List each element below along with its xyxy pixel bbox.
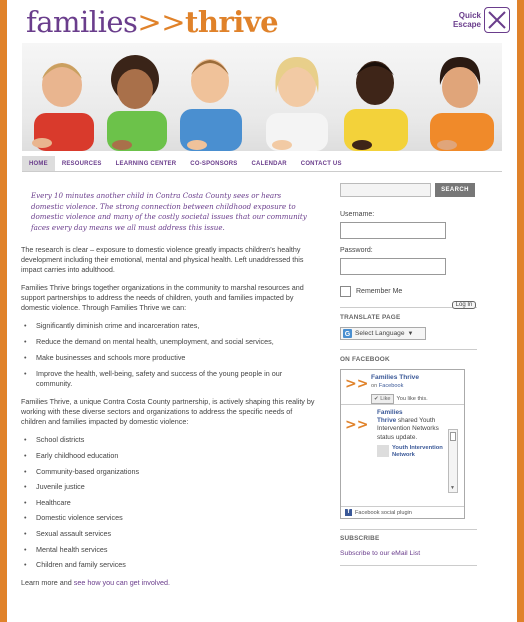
- divider: [340, 529, 477, 530]
- list-item: • School districts: [21, 435, 318, 445]
- list-item: • Significantly diminish crime and incarceration rates,: [21, 321, 318, 331]
- password-label: Password:: [340, 247, 373, 254]
- fb-facebook-link[interactable]: Facebook: [378, 383, 404, 389]
- divider: [340, 565, 477, 566]
- sidebar: [340, 183, 477, 566]
- subscribe-heading: SUBSCRIBE: [340, 535, 380, 542]
- fb-post-text: shared Youth Intervention Networks status update.: [377, 417, 439, 441]
- fb-on-label: on: [371, 383, 378, 389]
- list-item: • Early childhood education: [21, 451, 318, 461]
- fb-shared-name[interactable]: Youth Intervention Network: [392, 444, 443, 458]
- facebook-heading: ON FACEBOOK: [340, 356, 390, 363]
- child-figure: [107, 55, 167, 151]
- list-item: • Juvenile justice: [21, 482, 318, 492]
- fb-plugin-footer: [345, 509, 412, 516]
- password-field[interactable]: [340, 258, 446, 275]
- list-item: • Reduce the demand on mental health, unemployment, and social services,: [21, 337, 318, 347]
- logo-part-thrive: thrive: [185, 5, 279, 39]
- search-form: [340, 183, 477, 197]
- login-button[interactable]: Log In: [452, 301, 476, 309]
- logo-part-families: families: [26, 5, 138, 39]
- facebook-widget: [340, 369, 465, 519]
- divider: [341, 506, 464, 507]
- hero-banner-photo: [22, 43, 502, 151]
- quick-escape-button[interactable]: [453, 7, 510, 33]
- remember-me-label: Remember Me: [356, 288, 403, 295]
- search-button[interactable]: SEARCH: [435, 183, 475, 197]
- scroll-down-icon[interactable]: ▼: [450, 485, 455, 491]
- fb-scrollbar-thumb[interactable]: [450, 432, 456, 441]
- learn-more-text: Learn more and: [21, 578, 74, 588]
- mission-paragraph: Families Thrive brings together organizations in the community to marshal resources and support partnerships to address the needs of children, youth and families impacted by domestic violence. Through Families Thrive we can:: [21, 283, 304, 313]
- checkbox-icon[interactable]: [340, 286, 351, 297]
- close-x-icon[interactable]: [484, 7, 510, 33]
- child-figure: [430, 57, 494, 151]
- fb-post: [377, 409, 443, 466]
- list-item: • Make businesses and schools more productive: [21, 353, 318, 363]
- sectors-list: [21, 435, 318, 570]
- subscribe-link[interactable]: Subscribe to our eMail List: [340, 550, 421, 557]
- child-figure: [32, 63, 94, 151]
- learn-more-line: [21, 578, 318, 588]
- fb-post-avatar[interactable]: >>: [345, 417, 369, 433]
- quick-escape-label: Quick Escape: [452, 11, 481, 29]
- language-select[interactable]: [340, 327, 426, 340]
- facebook-icon: f: [345, 509, 352, 516]
- nav-home[interactable]: HOME: [22, 156, 55, 171]
- nav-learning-center[interactable]: LEARNING CENTER: [115, 161, 177, 167]
- child-figure: [180, 59, 242, 151]
- list-item: • Community-based organizations: [21, 467, 318, 477]
- divider: [341, 404, 464, 405]
- nav-resources[interactable]: RESOURCES: [61, 161, 102, 167]
- fb-page-name-link[interactable]: Families Thrive: [371, 374, 420, 381]
- search-input[interactable]: [340, 183, 431, 197]
- nav-calendar[interactable]: CALENDAR: [251, 161, 287, 167]
- research-paragraph: The research is clear – exposure to domestic violence greatly impacts children's healthy development including their emotional, mental and physical health. Left unaddressed this impact carries into adulthood.: [21, 245, 304, 275]
- list-item: • Healthcare: [21, 498, 318, 508]
- username-label: Username:: [340, 211, 375, 218]
- fb-plugin-label[interactable]: Facebook social plugin: [355, 509, 412, 516]
- main-nav: [22, 156, 502, 172]
- child-figure: [344, 61, 408, 151]
- intro-quote: Every 10 minutes another child in Contra Costa County sees or hears domestic violence. The strong connection between childhood exposure to domestic violence and many of the costly societal issues that our community faces every day means we all must address this issue.: [31, 191, 307, 232]
- language-select-value: Select Language: [355, 330, 405, 337]
- fb-post-author-line1[interactable]: Families: [377, 409, 403, 416]
- list-item: • Children and family services: [21, 560, 318, 570]
- nav-co-sponsors[interactable]: CO-SPONSORS: [190, 161, 238, 167]
- nav-contact-us[interactable]: CONTACT US: [300, 161, 342, 167]
- fb-shared-thumbnail: [377, 445, 389, 457]
- translate-heading: TRANSLATE PAGE: [340, 314, 401, 321]
- fb-you-like-text: You like this.: [396, 396, 428, 402]
- logo-arrows: >>: [137, 5, 186, 39]
- child-figure: [266, 57, 328, 151]
- list-item: • Domestic violence services: [21, 513, 318, 523]
- list-item: • Mental health services: [21, 545, 318, 555]
- fb-like-button[interactable]: ✔ Like: [371, 394, 394, 404]
- divider: [340, 349, 477, 350]
- google-translate-icon: [343, 329, 352, 338]
- list-item: • Improve the health, well-being, safety and success of the young people in our community.: [21, 369, 318, 389]
- remember-me-row[interactable]: [340, 286, 477, 297]
- username-field[interactable]: [340, 222, 446, 239]
- fb-post-author-line2[interactable]: Thrive: [377, 417, 397, 425]
- dropdown-arrow-icon: ▼: [407, 330, 414, 337]
- main-content: [21, 187, 318, 588]
- fb-page-avatar[interactable]: >>: [345, 376, 369, 392]
- svg-text:G: G: [344, 331, 351, 338]
- fb-scrollbar[interactable]: [448, 429, 458, 493]
- site-logo[interactable]: [26, 4, 278, 40]
- partnership-paragraph: Families Thrive, a unique Contra Costa County partnership, is actively shaping this reality by working with these diverse sectors and organizations to address the specific needs of children and families impacted by domestic violence:: [21, 397, 315, 427]
- goals-list: [21, 321, 318, 389]
- get-involved-link[interactable]: see how you can get involved.: [73, 578, 171, 588]
- list-item: • Sexual assault services: [21, 529, 318, 539]
